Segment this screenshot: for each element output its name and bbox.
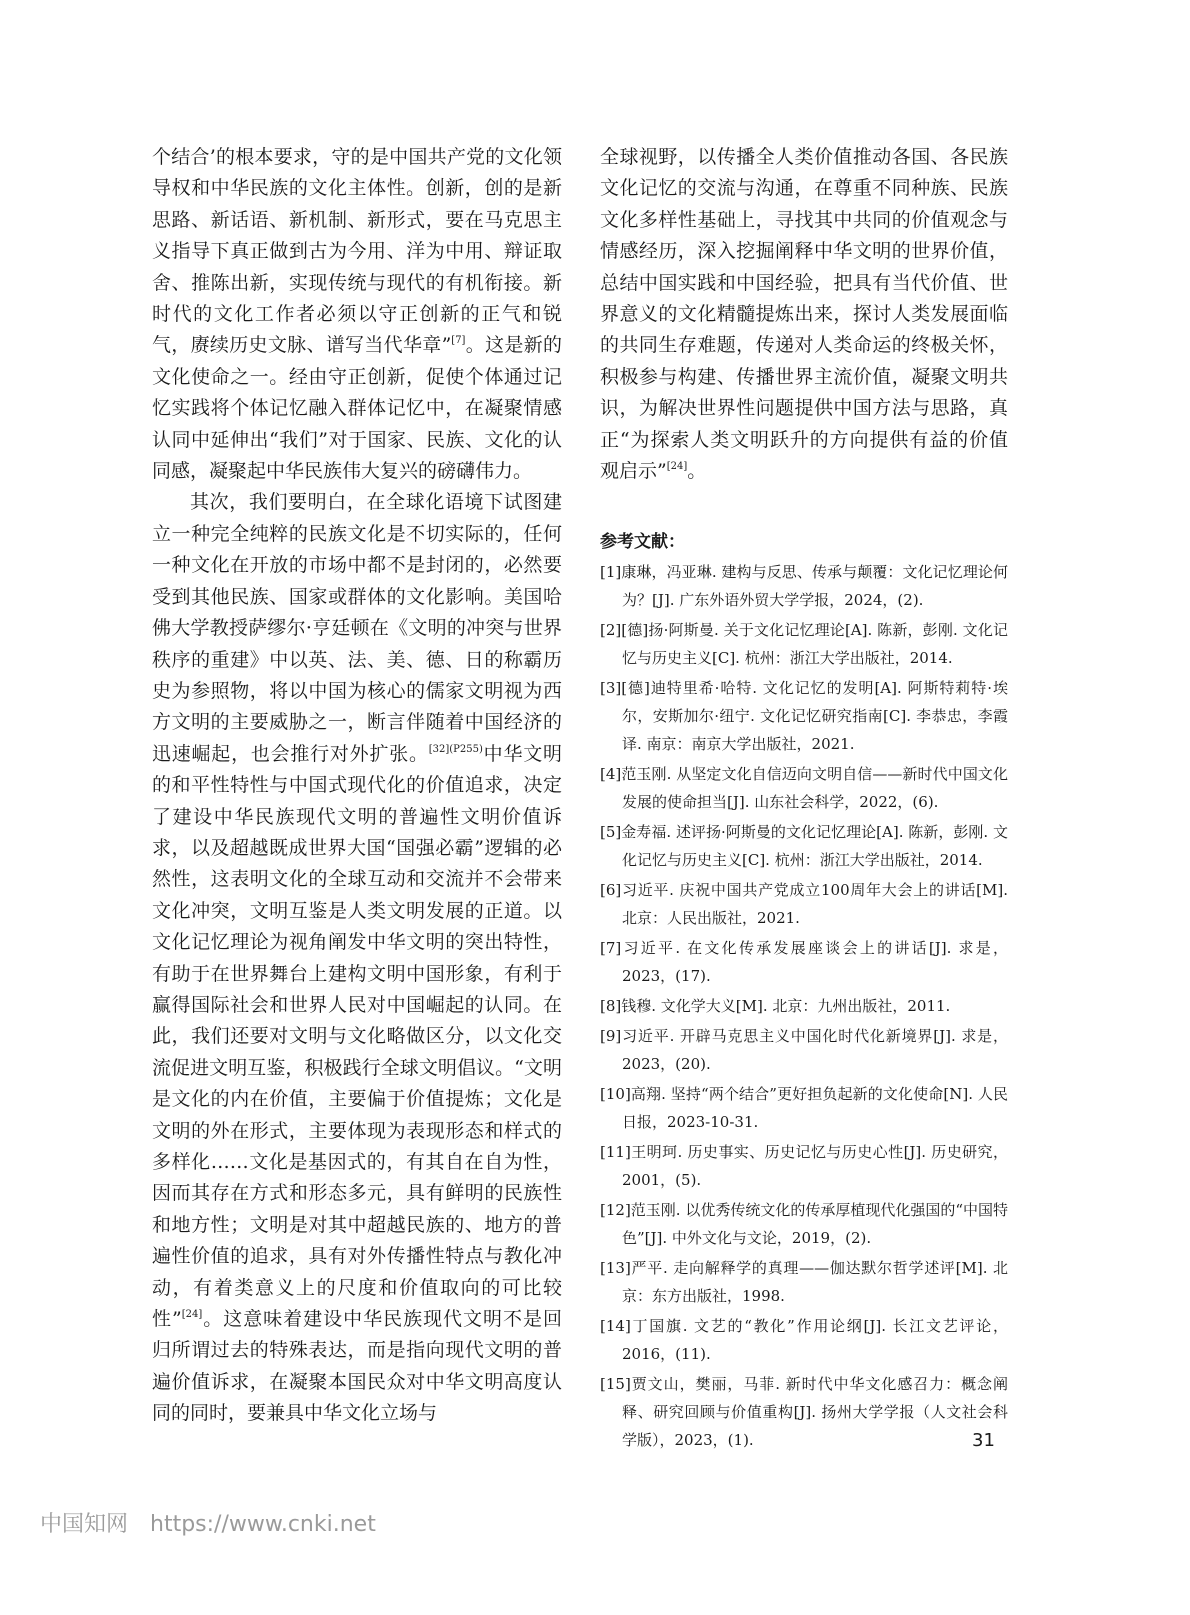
body-paragraph: 全球视野，以传播全人类价值推动各国、各民族文化记忆的交流与沟通，在尊重不同种族、民族文化多样性基础上，寻找其中共同的价值观念与情感经历，深入挖掘阐释中华文明的世界价值，总结中国实践和中国经验，把具有当代价值、世界意义的文化精髓提炼出来，探讨人类发展面临的共同生存难题，传递对人类命运的终极关怀，积极参与构建、传播世界主流价值，凝聚文明共识，为解决世界性问题提供中国方法与思路，真正“为探索人类文明跃升的方向提供有益的价值观启示”[24]。 [600,146,1008,483]
reference-item: [10]高翔. 坚持“两个结合”更好担负起新的文化使命[N]. 人民日报，2023-10-31. [600,1085,1008,1132]
reference-item: [7]习近平. 在文化传承发展座谈会上的讲话[J]. 求是，2023，(17). [600,939,1008,986]
watermark [40,1507,376,1538]
reference-list [600,558,1008,1454]
citation-marker: [32](P255) [428,743,483,755]
references-heading: 参考文献： [600,532,685,553]
reference-item: [11]王明珂. 历史事实、历史记忆与历史心性[J]. 历史研究，2001，(5). [600,1143,1008,1190]
reference-item: [12]范玉刚. 以优秀传统文化的传承厚植现代化强国的“中国特色”[J]. 中外文化与文论，2019，(2). [600,1201,1008,1248]
reference-item: [2][德]扬·阿斯曼. 关于文化记忆理论[A]. 陈新，彭刚. 文化记忆与历史主义[C]. 杭州：浙江大学出版社，2014. [600,621,1008,668]
citation-marker: [7] [451,335,466,347]
reference-item: [6]习近平. 庆祝中国共产党成立100周年大会上的讲话[M]. 北京：人民出版社，2021. [600,881,1008,928]
reference-item: [15]贾文山，樊丽，马菲. 新时代中华文化感召力：概念阐释、研究回顾与价值重构[J]. 扬州大学学报（人文社会科学版），2023，(1). [600,1375,1008,1450]
right-column [600,142,1008,1456]
left-column [152,142,562,1430]
reference-item: [9]习近平. 开辟马克思主义中国化时代化新境界[J]. 求是，2023，(20). [600,1027,1008,1074]
reference-item: [3][德]迪特里希·哈特. 文化记忆的发明[A]. 阿斯特莉特·埃尔，安斯加尔·纽宁. 文化记忆研究指南[C]. 李恭忠，李霞译. 南京：南京大学出版社，2021. [600,679,1008,754]
reference-item: [13]严平. 走向解释学的真理——伽达默尔哲学述评[M]. 北京：东方出版社，1998. [600,1259,1008,1306]
page-number: 31 [972,1430,995,1451]
citation-marker: [24] [181,1309,203,1321]
reference-item: [14]丁国旗. 文艺的“教化”作用论纲[J]. 长江文艺评论，2016，(11). [600,1317,1008,1364]
watermark-url: https://www.cnki.net [150,1512,376,1537]
reference-item: [1]康琳，冯亚琳. 建构与反思、传承与颠覆：文化记忆理论何为？[J]. 广东外语外贸大学学报，2024，(2). [600,563,1008,610]
reference-item: [8]钱穆. 文化学大义[M]. 北京：九州出版社，2011. [600,997,951,1016]
body-paragraph: 个结合’的根本要求，守的是中国共产党的文化领导权和中华民族的文化主体性。创新，创的是新思路、新话语、新机制、新形式，要在马克思主义指导下真正做到古为今用、洋为中用、辩证取舍、推陈出新，实现传统与现代的有机衔接。新时代的文化工作者必须以守正创新的正气和锐气，赓续历史文脉、谱写当代华章”[7]。这是新的文化使命之一。经由守正创新，促使个体通过记忆实践将个体记忆融入群体记忆中，在凝聚情感认同中延伸出“我们”对于国家、民族、文化的认同感，凝聚起中华民族伟大复兴的磅礴伟力。 [152,146,562,483]
body-paragraph: 其次，我们要明白，在全球化语境下试图建立一种完全纯粹的民族文化是不切实际的，任何一种文化在开放的市场中都不是封闭的，必然要受到其他民族、国家或群体的文化影响。美国哈佛大学教授萨缪尔·亨廷顿在《文明的冲突与世界秩序的重建》中以英、法、美、德、日的称霸历史为参照物，将以中国为核心的儒家文明视为西方文明的主要威胁之一，断言伴随着中国经济的迅速崛起，也会推行对外扩张。$^{[32](P255)}$中华文明的和平性特性与中国式现代化的价值追求，决定了建设中华民族现代文明的普遍性文明价值诉求，以及超越既成世界大国“国强必霸”逻辑的必然性，这表明文化的全球互动和交流并不会带来文化冲突，文明互鉴是人类文明发展的正道。以文化记忆理论为视角阐发中华文明的突出特性，有助于在世界舞台上建构文明中国形象，有利于赢得国际社会和世界人民对中国崛起的认同。在此，我们还要对文明与文化略做区分，以文化交流促进文明互鉴，积极践行全球文明倡议。“文明是文化的内在价值，主要偏于价值提炼；文化是文明的外在形式，主要体现为表现形态和样式的多样化……文化是基因式的，有其自在自为性，因而其存在方式和形态多元，具有鲜明的民族性和地方性；文明是对其中超越民族的、地方的普遍性价值的追求，具有对外传播性特点与教化冲动，有着类意义上的尺度和价值取向的可比较性”[24]。这意味着建设中华民族现代文明不是回归所谓过去的特殊表达，而是指向现代文明的普遍价值诉求，在凝聚本国民众对中华文明高度认同的同时，要兼具中华文化立场与 [152,491,562,1425]
citation-marker: [24] [666,461,688,473]
watermark-site-name: 中国知网 [40,1512,129,1537]
reference-item: [4]范玉刚. 从坚定文化自信迈向文明自信——新时代中国文化发展的使命担当[J]. 山东社会科学，2022，(6). [600,765,1008,812]
reference-item: [5]金寿福. 述评扬·阿斯曼的文化记忆理论[A]. 陈新，彭刚. 文化记忆与历史主义[C]. 杭州：浙江大学出版社，2014. [600,823,1008,870]
